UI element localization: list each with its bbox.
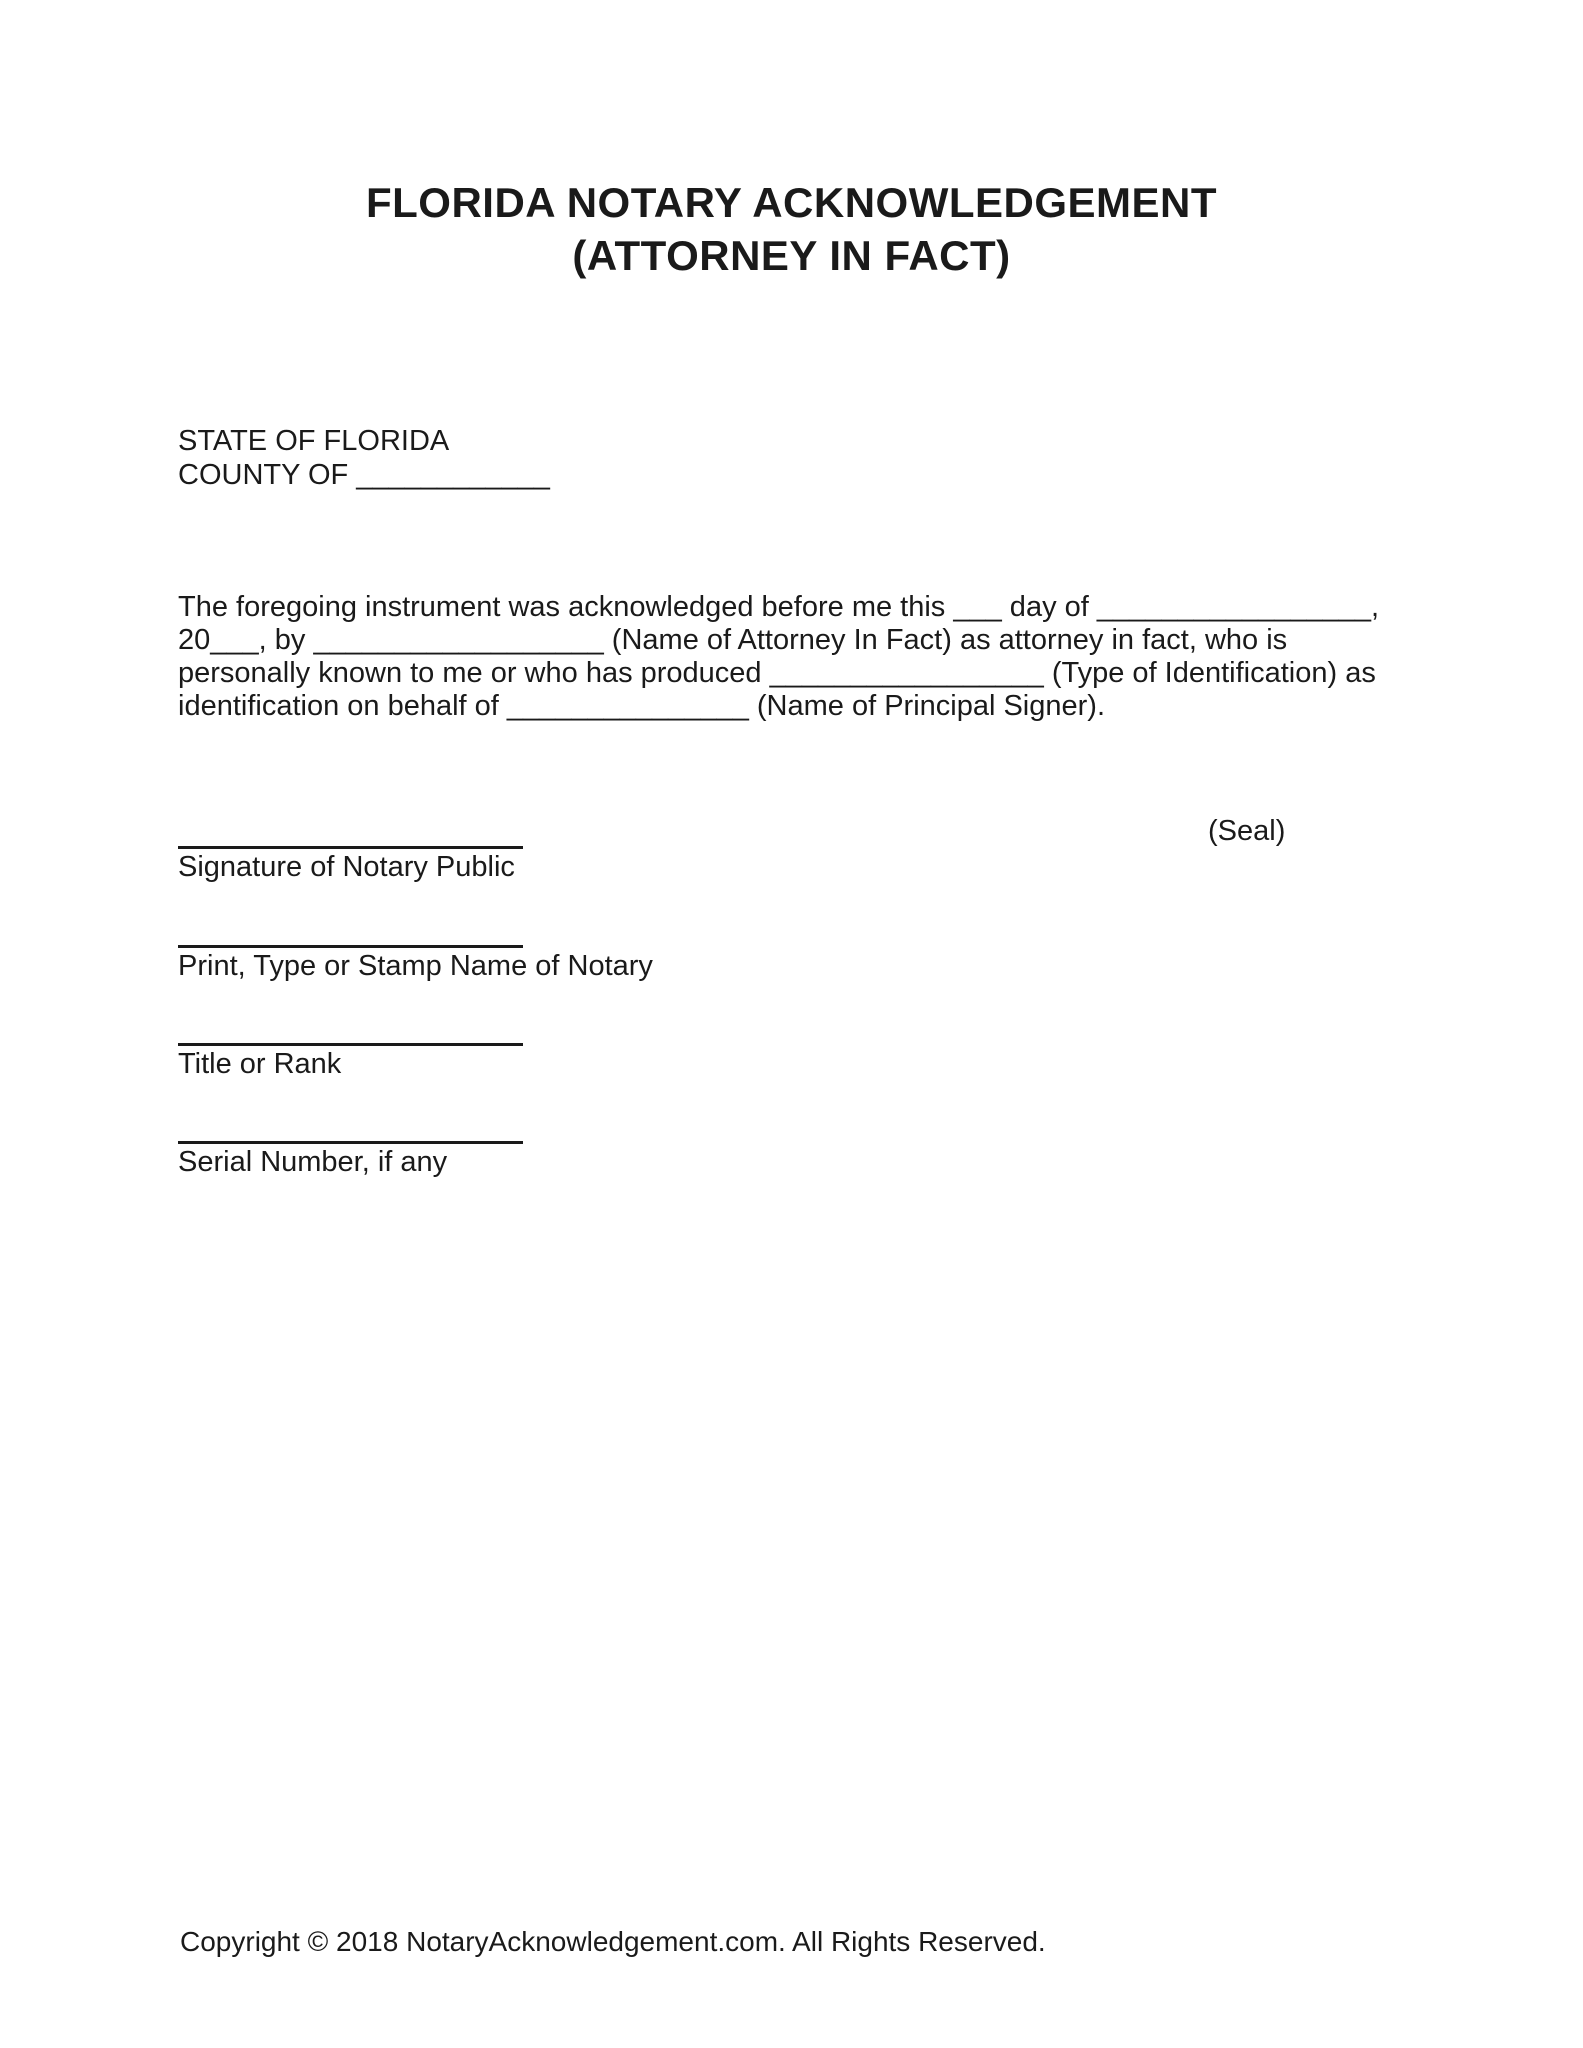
printed-name-underline <box>178 945 523 948</box>
title-or-rank-label: Title or Rank <box>178 1048 342 1080</box>
printed-name-label: Print, Type or Stamp Name of Notary <box>178 950 653 982</box>
serial-number-underline <box>178 1141 523 1144</box>
notary-signature-field <box>178 846 523 884</box>
title-or-rank-underline <box>178 1043 523 1046</box>
notary-printed-name-field <box>178 945 653 983</box>
serial-number-field <box>178 1141 523 1179</box>
paragraph-line-3: personally known to me or who has produced _________________ (Type of Identification) as <box>178 657 1376 689</box>
venue-block <box>178 424 550 492</box>
title-line-1: FLORIDA NOTARY ACKNOWLEDGEMENT <box>365 179 1218 226</box>
document-title <box>0 176 1583 282</box>
title-line-2: (ATTORNEY IN FACT) <box>572 232 1011 279</box>
paragraph-line-4: identification on behalf of _______________ (Name of Principal Signer). <box>178 690 1106 722</box>
county-line: COUNTY OF ____________ <box>178 459 550 491</box>
signature-underline <box>178 846 523 849</box>
acknowledgment-paragraph <box>178 591 1379 723</box>
seal-placeholder: (Seal) <box>1208 815 1286 847</box>
copyright-footer: Copyright © 2018 NotaryAcknowledgement.com. All Rights Reserved. <box>180 1926 1046 1957</box>
serial-number-label: Serial Number, if any <box>178 1146 448 1178</box>
title-or-rank-field <box>178 1043 523 1081</box>
state-line: STATE OF FLORIDA <box>178 425 450 457</box>
paragraph-line-2: 20___, by __________________ (Name of Attorney In Fact) as attorney in fact, who is <box>178 624 1288 656</box>
signature-label: Signature of Notary Public <box>178 851 515 883</box>
paragraph-line-1: The foregoing instrument was acknowledged before me this ___ day of _________________, <box>178 591 1380 623</box>
